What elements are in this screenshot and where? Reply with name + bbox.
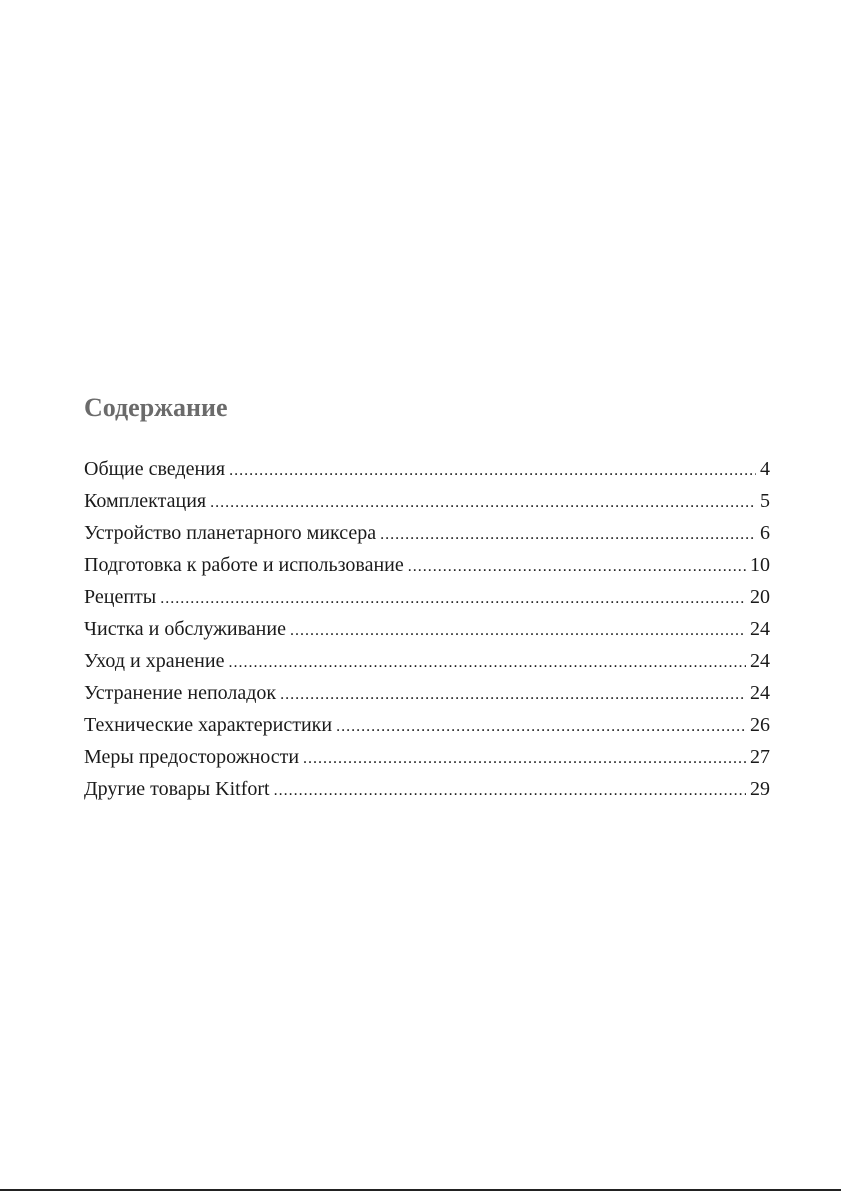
toc-entry-label: Технические характеристики bbox=[84, 714, 333, 736]
toc-entry-other-products[interactable] bbox=[84, 773, 770, 805]
toc-leader-dots bbox=[229, 455, 756, 487]
toc-leader-dots bbox=[228, 647, 746, 679]
toc-entry-page: 20 bbox=[750, 586, 770, 608]
toc-entry-label: Устранение неполадок bbox=[84, 682, 277, 704]
table-of-contents bbox=[84, 388, 770, 805]
toc-entry-label: Другие товары Kitfort bbox=[84, 778, 270, 800]
toc-entry-package-contents[interactable] bbox=[84, 485, 770, 517]
toc-leader-dots bbox=[408, 551, 746, 583]
toc-entry-general-info[interactable] bbox=[84, 453, 770, 485]
toc-leader-dots bbox=[280, 679, 746, 711]
toc-leader-dots bbox=[303, 743, 746, 775]
toc-leader-dots bbox=[274, 775, 746, 807]
toc-leader-dots bbox=[160, 583, 746, 615]
toc-entry-page: 24 bbox=[750, 650, 770, 672]
toc-entry-safety-precautions[interactable] bbox=[84, 741, 770, 773]
toc-entry-page: 4 bbox=[760, 458, 770, 480]
toc-entry-label: Чистка и обслуживание bbox=[84, 618, 286, 640]
toc-entry-page: 24 bbox=[750, 618, 770, 640]
toc-entry-label: Подготовка к работе и использование bbox=[84, 554, 404, 576]
toc-entry-specifications[interactable] bbox=[84, 709, 770, 741]
toc-list bbox=[84, 453, 770, 805]
toc-entry-label: Комплектация bbox=[84, 490, 207, 512]
toc-entry-page: 10 bbox=[750, 554, 770, 576]
toc-entry-page: 6 bbox=[760, 522, 770, 544]
toc-entry-preparation-and-use[interactable] bbox=[84, 549, 770, 581]
toc-entry-care-and-storage[interactable] bbox=[84, 645, 770, 677]
toc-title: Содержание bbox=[84, 393, 228, 422]
toc-leader-dots bbox=[380, 519, 756, 551]
toc-entry-label: Рецепты bbox=[84, 586, 157, 608]
toc-entry-mixer-design[interactable] bbox=[84, 517, 770, 549]
toc-entry-label: Устройство планетарного миксера bbox=[84, 522, 377, 544]
toc-entry-page: 29 bbox=[750, 778, 770, 800]
toc-leader-dots bbox=[210, 487, 756, 519]
toc-entry-troubleshooting[interactable] bbox=[84, 677, 770, 709]
toc-leader-dots bbox=[336, 711, 746, 743]
toc-entry-cleaning-and-maintenance[interactable] bbox=[84, 613, 770, 645]
toc-leader-dots bbox=[290, 615, 746, 647]
toc-entry-label: Меры предосторожности bbox=[84, 746, 300, 768]
toc-entry-recipes[interactable] bbox=[84, 581, 770, 613]
toc-entry-label: Общие сведения bbox=[84, 458, 226, 480]
toc-entry-page: 24 bbox=[750, 682, 770, 704]
toc-entry-label: Уход и хранение bbox=[84, 650, 225, 672]
toc-entry-page: 5 bbox=[760, 490, 770, 512]
toc-entry-page: 26 bbox=[750, 714, 770, 736]
toc-entry-page: 27 bbox=[750, 746, 770, 768]
